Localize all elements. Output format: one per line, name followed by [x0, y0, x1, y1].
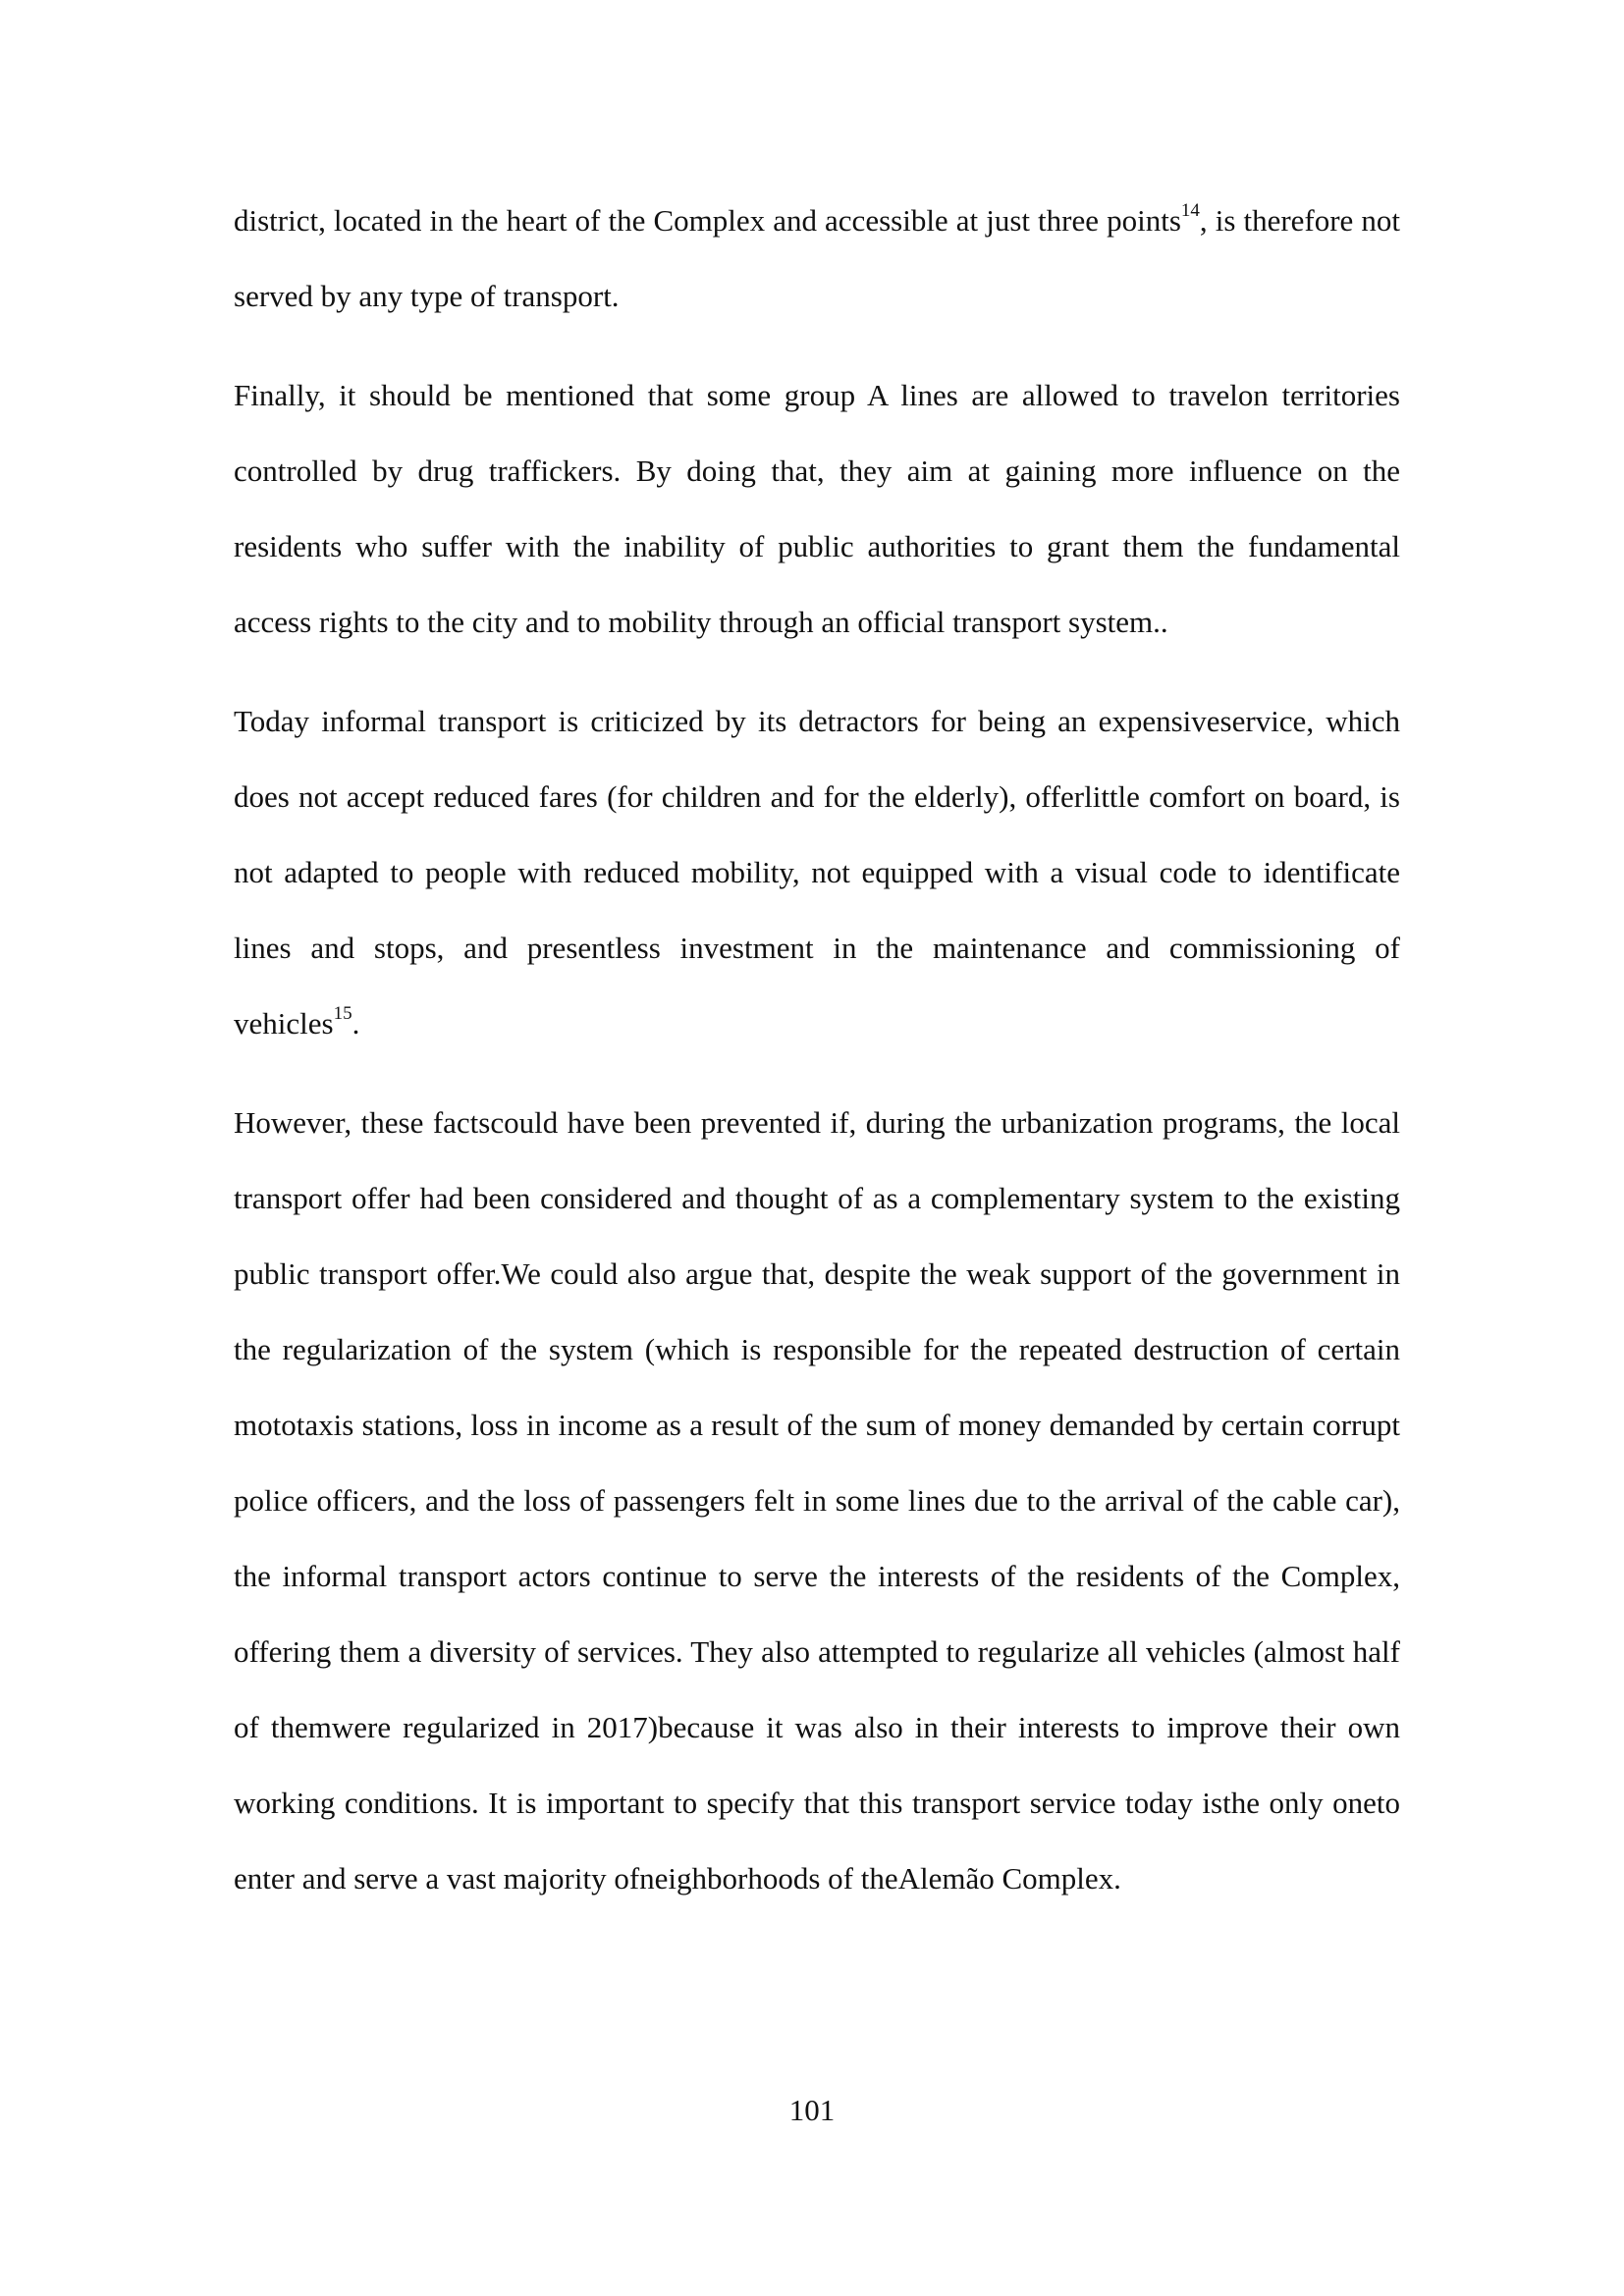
text-segment: Today informal transport is criticized by its detractors for being an expensiveservice, which does not accept reduced fares (for children and for the elderly), offerlittle comfort on board, is not adapted to people with reduced mobility, not equipped with a visual code to identificate lines and stops, and presentless investment in the maintenance and commissioning of vehicles: [234, 704, 1400, 1041]
text-segment: district, located in the heart of the Complex and accessible at just three points: [234, 203, 1181, 238]
page-number: 101: [788, 2093, 836, 2127]
footnote-ref-14: 14: [1180, 200, 1200, 221]
text-segment: However, these factscould have been prevented if, during the urbanization programs, the local transport offer had been considered and thought of as a complementary system to the existing public transport offer.We could also argue that, despite the weak support of the government in the regularization of the system (which is responsible for the repeated destruction of certain mototaxis stations, loss in income as a result of the sum of money demanded by certain corrupt police officers, and the loss of passengers felt in some lines due to the arrival of the cable car), the informal transport actors continue to serve the interests of the residents of the Complex, offering them a diversity of services. They also attempted to regularize all vehicles (almost half of themwere regularized in 2017)because it was also in their interests to improve their own working conditions. It is important to specify that this transport service today isthe only oneto enter and serve a vast majority ofneighborhoods of theAlemão Complex.: [234, 1105, 1400, 1896]
paragraph-3: [234, 683, 1400, 1061]
page-body: [234, 183, 1400, 1940]
text-segment: .: [352, 1006, 360, 1041]
paragraph-1: [234, 183, 1400, 334]
text-segment: , is therefore not served by any type of transport.: [234, 203, 1401, 313]
paragraph-2: [234, 357, 1400, 660]
text-segment: Finally, it should be mentioned that some group A lines are allowed to travelon territories controlled by drug traffickers. By doing that, they aim at gaining more influence on the residents who suffer with the inability of public authorities to grant them the fundamental access rights to the city and to mobility through an official transport system..: [234, 378, 1400, 639]
paragraph-4: [234, 1085, 1400, 1916]
footnote-ref-15: 15: [333, 1003, 352, 1024]
